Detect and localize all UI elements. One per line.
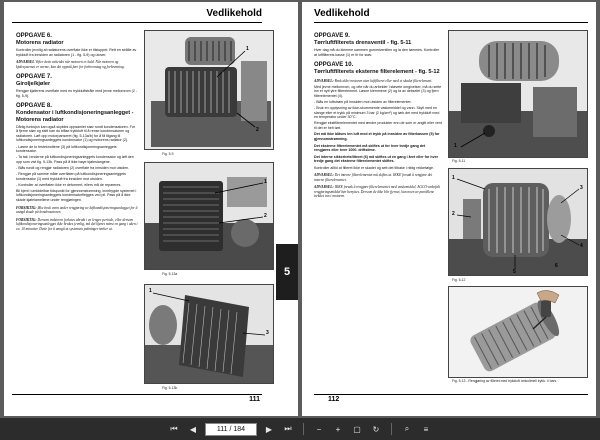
warning-text: Det interne filterelementet må skiftes ut. IKKE forsøk å rengjøre det interne filterelementet. <box>314 173 433 182</box>
figure-condenser-open <box>144 162 274 270</box>
toolbar-separator <box>391 423 392 435</box>
rotate-icon[interactable]: ↻ <box>372 424 380 434</box>
warning-label: ADVARSEL: <box>314 185 334 190</box>
section-title: OPPGAVE 6. <box>16 33 52 39</box>
air-filter-illustration <box>449 31 588 158</box>
figure-condenser-lifted <box>144 284 274 384</box>
next-page-icon[interactable]: ▶ <box>265 424 273 434</box>
callout-3: 3 <box>266 330 269 336</box>
section-body: Bli kjent i umiddelbar tidspunkt for gjennomstrømning, innebygde systemet i luftkondisjoneringsanleggets kondensatorflegges ved pil. Pass på å ikke skade kjølelamellene under rengjøringen. <box>16 188 137 202</box>
section-body: Rengjør ekstfilterelementet med ændre produkter enn de som er angitt eller vent til det er helt tørt. <box>314 121 442 130</box>
callout-1: 1 <box>452 175 455 181</box>
zoom-out-icon[interactable]: − <box>316 424 322 434</box>
page-number: 111 <box>249 396 260 403</box>
header-rule <box>314 22 588 23</box>
section-body: Hver dag må du klemme sammen gummiventilen og la den tømmes. Kontroller at luftfilterets kasse (1) er fri for støv. <box>314 47 440 57</box>
page-header: Vedlikehold <box>206 8 262 19</box>
figure-caption: Fig. 5-11 <box>452 159 466 163</box>
figure-filter-element <box>448 168 588 276</box>
section-title: OPPGAVE 8. <box>16 103 52 110</box>
section-body: Kontroller jevnlig at radiatorens overflate ikke er tilstoppet. Rett en strålle av trykkluft fra innsiden av radiatoren (1 - fig. 5-9) og utover. <box>16 47 137 57</box>
warning-label: ADVARSEL: <box>314 78 334 83</box>
warning-note <box>314 185 442 199</box>
callout-2: 2 <box>264 213 267 219</box>
last-page-icon[interactable]: ⏭ <box>284 424 292 433</box>
warning-text: Bruk aldri motoren uten luftfilteret eller med et skadet filterelement. <box>334 78 433 83</box>
step-item: - Blås en luftstrøm på innsiden mot utsiden av filterelementet. <box>314 99 412 104</box>
warning-label: ADVARSEL <box>16 60 35 65</box>
zoom-in-icon[interactable]: + <box>335 424 341 434</box>
search-icon[interactable]: ⌕ <box>404 424 410 433</box>
figure-caption: Fig. 5-13 - Rengjøring av filteret med trykkluft omkolimeli trykk: 4 bars. <box>452 379 558 383</box>
step-item: - Løsne de to festeknottene (3) på luftkondisjoneringsanleggets kondensator. <box>16 144 117 154</box>
figure-filter-cleaning <box>448 286 588 378</box>
warning-label: ADVARSEL: <box>314 173 334 178</box>
warning-note <box>16 60 138 69</box>
step-item: - Kontroller at overflaten ikke er deformert, ellers må de repareres. <box>16 182 122 187</box>
page-number: 112 <box>328 396 340 403</box>
callout-2: 2 <box>452 211 455 217</box>
footer-rule <box>12 394 262 395</box>
section-body: Kontroller alltid at filteret ikke er skadet og sett det tilbake i riktig rekkefølge. <box>314 165 435 170</box>
figure-caption: Fig. 5-12 <box>452 278 466 282</box>
figure-caption: Fig. 5-13b <box>162 386 178 390</box>
filter-cleaning-illustration <box>449 287 588 378</box>
section-body: Rengjør kjølerens overflate med en trykkluftstråle med jevne mellomrom (2 - fig. 5-9). <box>16 89 138 98</box>
condenser-lifted-illustration <box>145 285 274 384</box>
section-subtitle: Girolje/kjøler <box>16 81 51 88</box>
step-item: - Blås rundt og rengjør radiatoren (2) overflate fra innsiden mot utsiden. <box>16 165 130 170</box>
section-body: Dårlig funksjon kan også skyldes oppsamlet støv rundt kondensatoren. For å fjerne støv og skitt kan du blåse trykkluft til å rense kondensatoren og radiatoren. Løft opp motorpanseret (fig. 5-13a/b) for å få tilgang til luftkondisjoneringsanleggets kondensator (1) og motorens radiator (2). <box>16 124 136 143</box>
header-rule <box>12 22 262 23</box>
condenser-illustration <box>145 163 274 270</box>
warning-text: Vifter dette arbeidet når motoren er kald. Når motoren og kjølesystemet er varme, kan det oppstå fare for forbrenning og forbrenning. <box>16 60 125 69</box>
warning-note <box>314 173 442 182</box>
right-text-column <box>314 28 442 199</box>
caution-note <box>16 218 138 232</box>
callout-1: 1 <box>149 288 152 294</box>
section-subtitle: Tørrluftfilterets drensventil - fig. 5-11 <box>314 40 412 46</box>
fit-page-icon[interactable]: ▢ <box>353 424 361 434</box>
section-title: OPPGAVE 9. <box>314 33 350 39</box>
callout-6: 6 <box>555 263 558 269</box>
callout-2: 2 <box>256 127 259 133</box>
caution-text: Ikke bruk vann under rengjøring av luftkondisjoneringsanlegget for å unngå skade på kondensatoren. <box>16 205 138 215</box>
chapter-tab: 5 <box>276 244 298 300</box>
viewer-toolbar <box>0 418 600 440</box>
step-item: - Ta tak i enderne på luftkondisjoneringsanleggets kondensator og løft den opp som vist fig. 5-13b. Pass på å ikke bøye kjøleslangene. <box>16 155 134 164</box>
bold-note: Det må ikke blåses inn luft med et trykk på innsiden av filterkassen (5) for gjennomstrømning. <box>314 132 440 142</box>
section-title: OPPGAVE 10. <box>314 62 354 69</box>
bold-note: Det eksterne filterelementet må skiftes ut for hver tredje gang det rengjøres eller hver 1000. driftstime. <box>314 143 426 153</box>
caution-text: Dersom traktoren forlates ubrukt i en lengre periode, eller dersom luftkondisjoneringsanlegget ikke brukes jevnlig, må det kjøres minst en gang i uken i ca. 10 minutter. Dette for å unngå at systemets pakninger tørker ut. <box>16 217 138 231</box>
first-page-icon[interactable]: ⏮ <box>170 424 178 433</box>
step-item: - Rengjør på samme måte overflaten på luftkondisjoneringsanleggets kondensator (1) med trykkluft fra innsiden mot utsiden. <box>16 172 126 181</box>
callout-5: 5 <box>513 269 516 275</box>
callout-1: 1 <box>264 179 267 185</box>
callout-3: 3 <box>580 185 583 191</box>
step-item: - Bruk en opplysning av ikke-skummende vaskemiddel og vann. Skyll med en slange eller et trykk på minimum 3 bar (2 kg/cm²) og tørk det med trykkluft med en temperatur under 30°C. <box>314 105 440 120</box>
figure-radiator <box>144 30 274 150</box>
figure-air-filter-valve <box>448 30 588 158</box>
callout-1: 1 <box>454 143 457 149</box>
figure-caption: Fig. 5-9 <box>162 152 174 156</box>
callout-1: 1 <box>246 46 249 52</box>
caution-label: FORSIKTIG: <box>16 205 37 210</box>
callout-4: 4 <box>580 243 583 249</box>
bold-note: Det interne sikkerhetsfilteret (6) må skiftes ut en gang i året eller for hver tredje gang det eksterne filterelementet skiftes. <box>314 154 439 164</box>
caution-label: FORSIKTIG: <box>16 217 37 222</box>
section-title: OPPGAVE 7. <box>16 74 52 81</box>
section-subtitle: Kondensator i luftkondisjoneringsanlegget - Motorens radiator <box>16 110 134 123</box>
filter-element-illustration <box>449 169 588 276</box>
right-page <box>302 2 596 416</box>
footer-rule <box>314 394 588 395</box>
page-header: Vedlikehold <box>314 8 370 19</box>
menu-icon[interactable]: ≡ <box>423 424 429 434</box>
section-subtitle: Motorens radiator <box>16 40 64 46</box>
section-body: Med jevne mellomrom, og ofte når du arbeider i støvete omgivelser, må du sette inn et nytt ytre filterelement. Løsne klemmene (2) og ta av dekselet (3) og fjern filterelementet (4). <box>314 84 442 98</box>
page-number-input[interactable]: 111 / 184 <box>205 423 257 436</box>
warning-note <box>314 79 442 84</box>
radiator-illustration <box>145 31 274 150</box>
caution-note <box>16 206 138 215</box>
figure-caption: Fig. 5-13a <box>162 272 178 276</box>
section-subtitle: Tørrluftfilterets eksterne filterelement - fig. 5-12 <box>314 69 440 76</box>
prev-page-icon[interactable]: ◀ <box>189 424 197 434</box>
warning-text: IKKE forsøk å rengjøre filterelementet med vaskemiddel, AGCO-anbefalt rengjøringsmiddel bør benyttes. Dersom de ikke blir fjernet, kan noen av partiklene trekkes inn i motoren. <box>314 185 440 199</box>
left-text-column <box>16 28 138 232</box>
toolbar-separator <box>303 423 304 435</box>
left-page <box>4 2 298 416</box>
